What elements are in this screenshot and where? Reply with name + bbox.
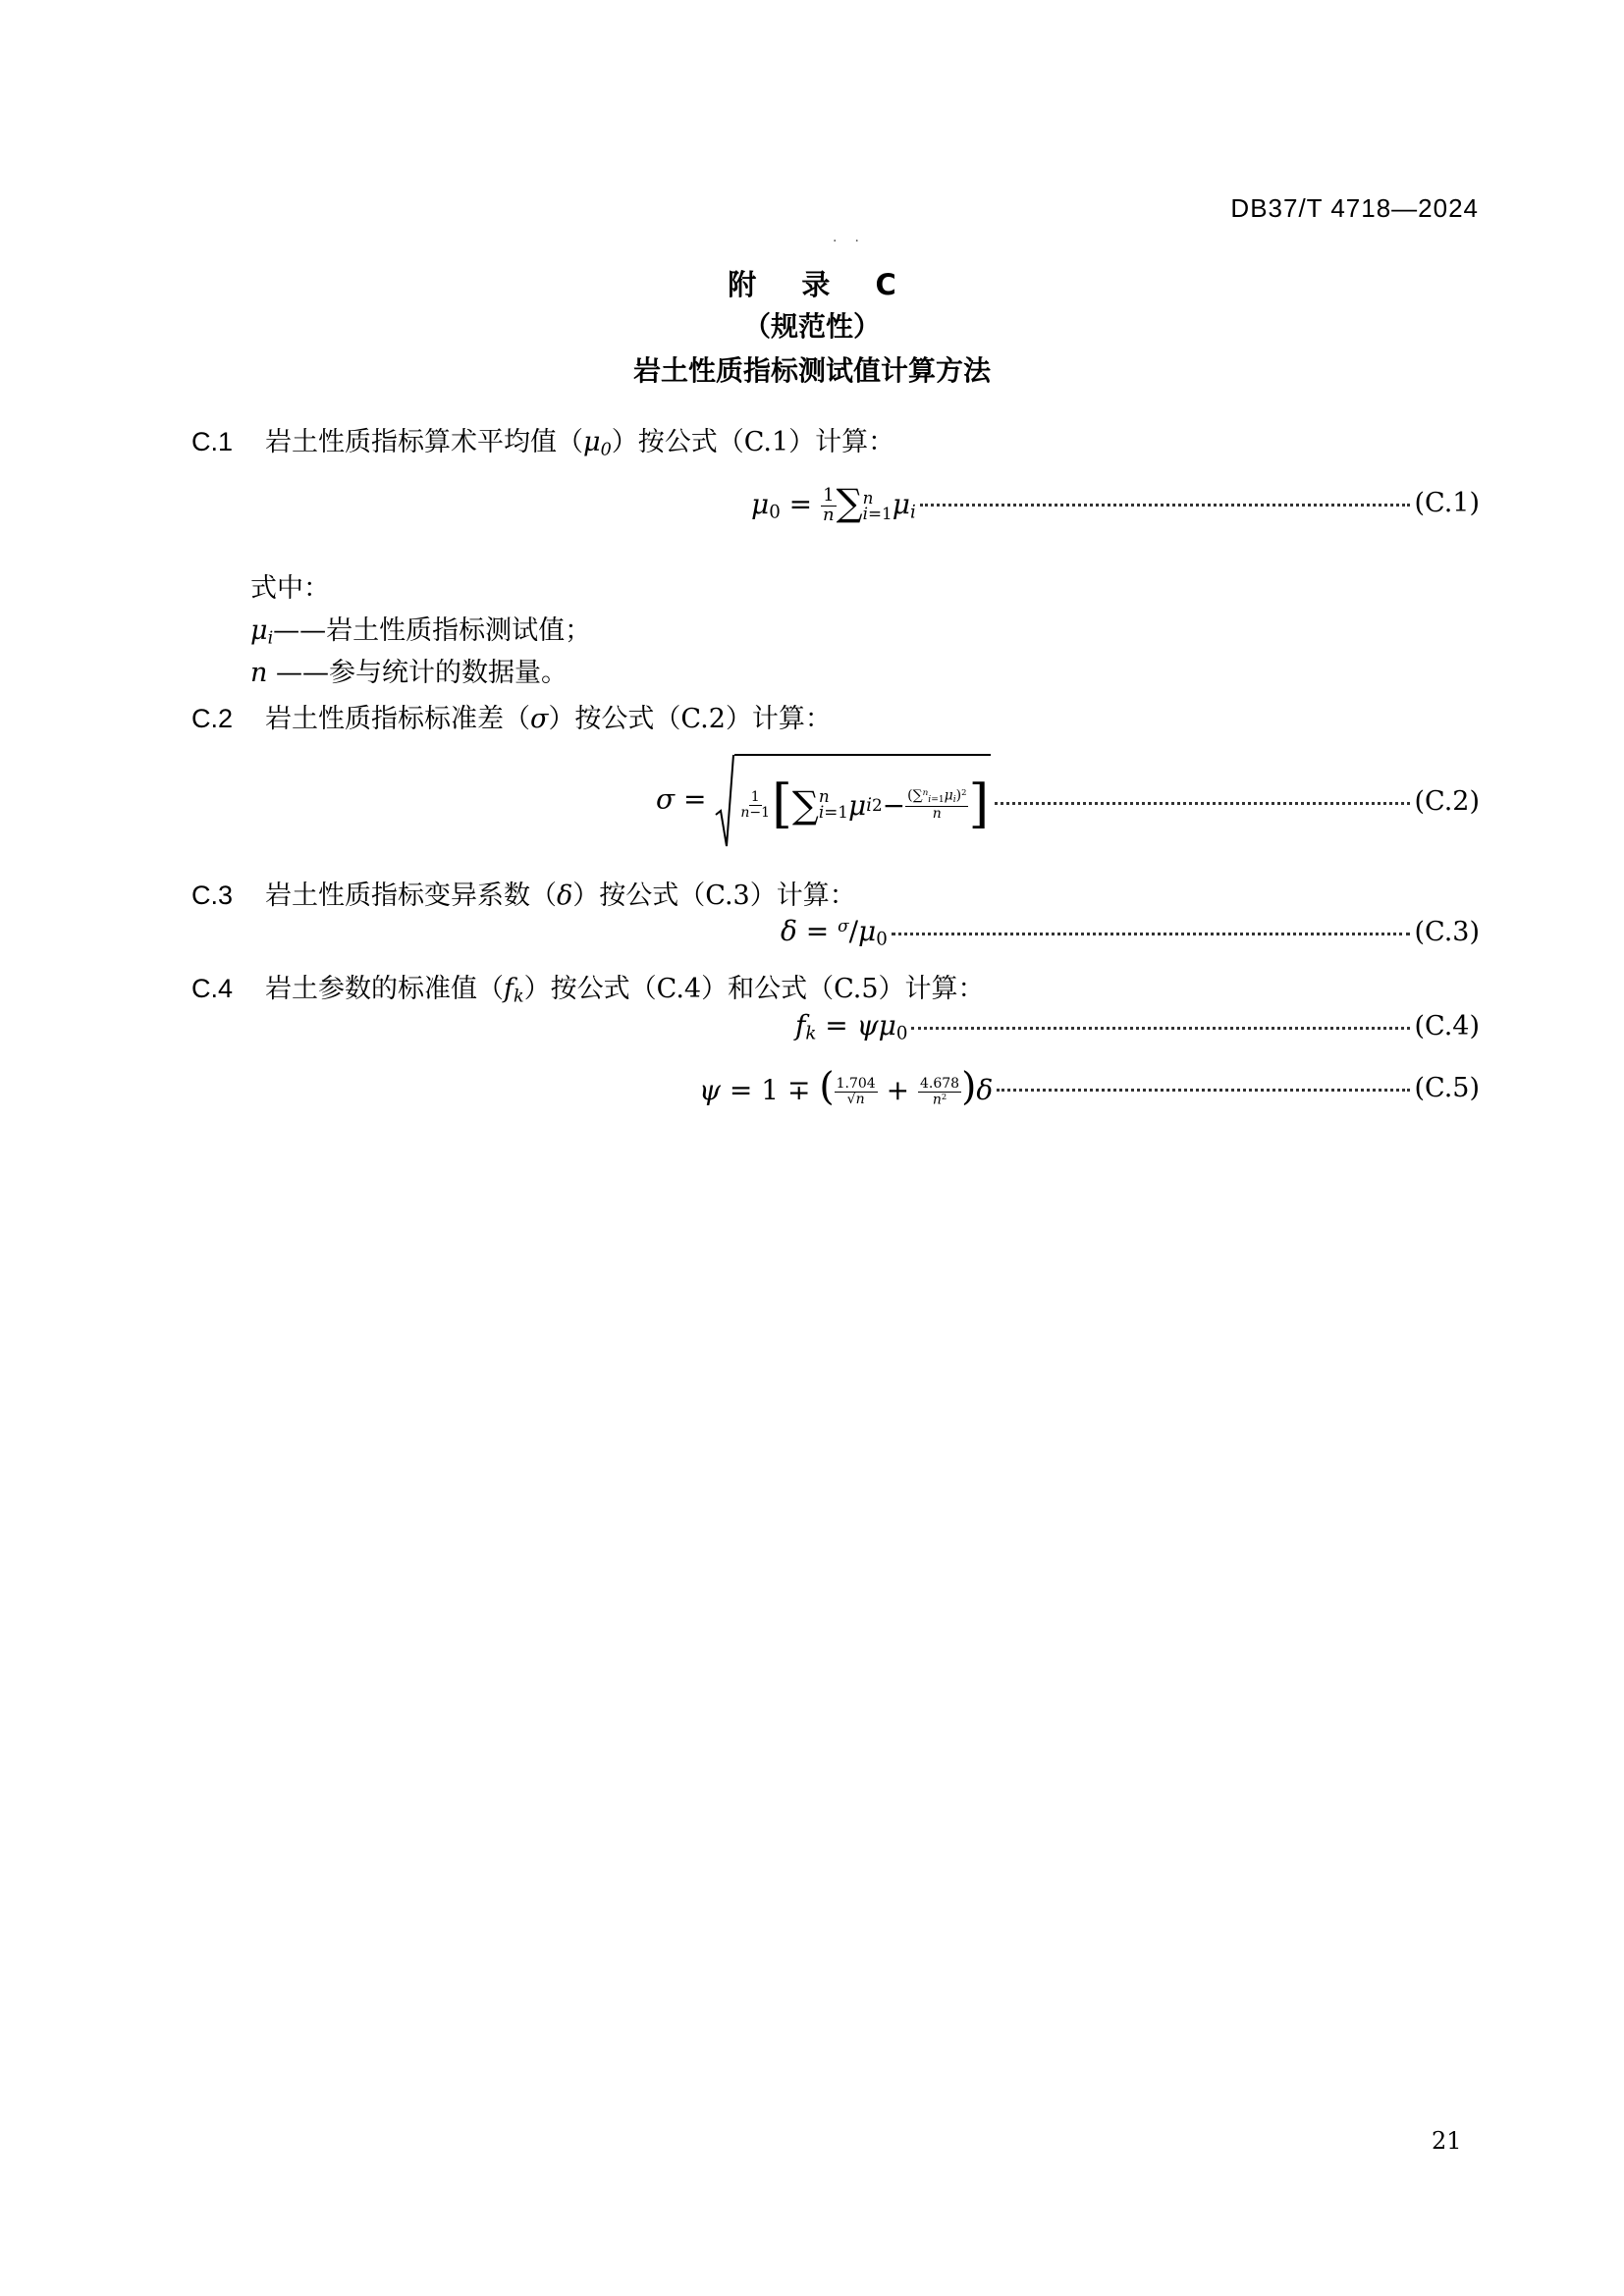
equation-number: (C.5) — [1414, 1072, 1480, 1103]
clause-number: C.1 — [191, 427, 234, 456]
leader-dots — [997, 1089, 1410, 1092]
leader-dots — [995, 802, 1410, 805]
equation-number: (C.3) — [1414, 917, 1480, 948]
equation-number: (C.4) — [1414, 1011, 1480, 1042]
equation-c5 — [699, 1065, 1480, 1109]
equation-number: (C.2) — [1414, 785, 1480, 817]
leader-dots — [920, 504, 1411, 507]
formula-coefficient: ψ = 1 ∓ ( $\frac{1.704}{√n}$ + $\frac{4.678}{n^2}$ )δ — [699, 1065, 994, 1109]
clause-c2: C.2 岩土性质指标标准差（σ）按公式（C.2）计算： — [191, 704, 832, 734]
appendix-type: （规范性） — [742, 310, 881, 343]
appendix-name: 岩土性质指标测试值计算方法 — [632, 354, 991, 387]
formula-mean: $\mu_0$ = $\frac{1}{n}$ ∑ n i=1 $\mu_i$ — [751, 481, 916, 526]
formula-variation: $\delta = ^\sigma/\mu_0$ — [781, 915, 888, 950]
where-item: n ——参与统计的数据量。 — [250, 658, 568, 688]
leader-dots — [911, 1027, 1410, 1030]
equation-c3 — [781, 915, 1480, 950]
standard-code: DB37/T 4718—2024 — [1230, 193, 1479, 223]
page-number: 21 — [1432, 2127, 1462, 2155]
where-item: $\mu_i——$岩土性质指标测试值； — [250, 615, 592, 649]
decorative-dots: ·· — [833, 234, 877, 249]
sqrt-icon — [715, 754, 734, 848]
clause-c1: C.1 岩土性质指标算术平均值$(\mu_0)$按公式（C.1）计算： — [191, 427, 895, 460]
formula-standard-value: $f_k = \psi\mu_0$ — [795, 1009, 908, 1044]
clause-number: C.4 — [191, 974, 234, 1003]
clause-c4: C.4 岩土参数的标准值$(f_k)$按公式（C.4）和公式（C.5）计算： — [191, 974, 985, 1007]
clause-number: C.2 — [191, 704, 234, 733]
clause-c3: C.3 岩土性质指标变异系数（δ）按公式（C.3）计算： — [191, 881, 856, 911]
appendix-title: 附 录 C — [728, 268, 914, 301]
clause-number: C.3 — [191, 881, 234, 910]
equation-c1 — [751, 481, 1480, 525]
equation-number: (C.1) — [1414, 488, 1480, 518]
equation-c4 — [795, 1009, 1480, 1044]
equation-c2 — [656, 754, 1480, 848]
where-label: 式中： — [250, 573, 330, 604]
leader-dots — [892, 933, 1411, 935]
formula-std-dev: σ = $\frac{1}{n-1}$ [ ∑ n i=1 μ i 2 − $\frac{(\sum^n_{i=1}\mu_i)^2}{n}$ ] — [656, 754, 991, 848]
